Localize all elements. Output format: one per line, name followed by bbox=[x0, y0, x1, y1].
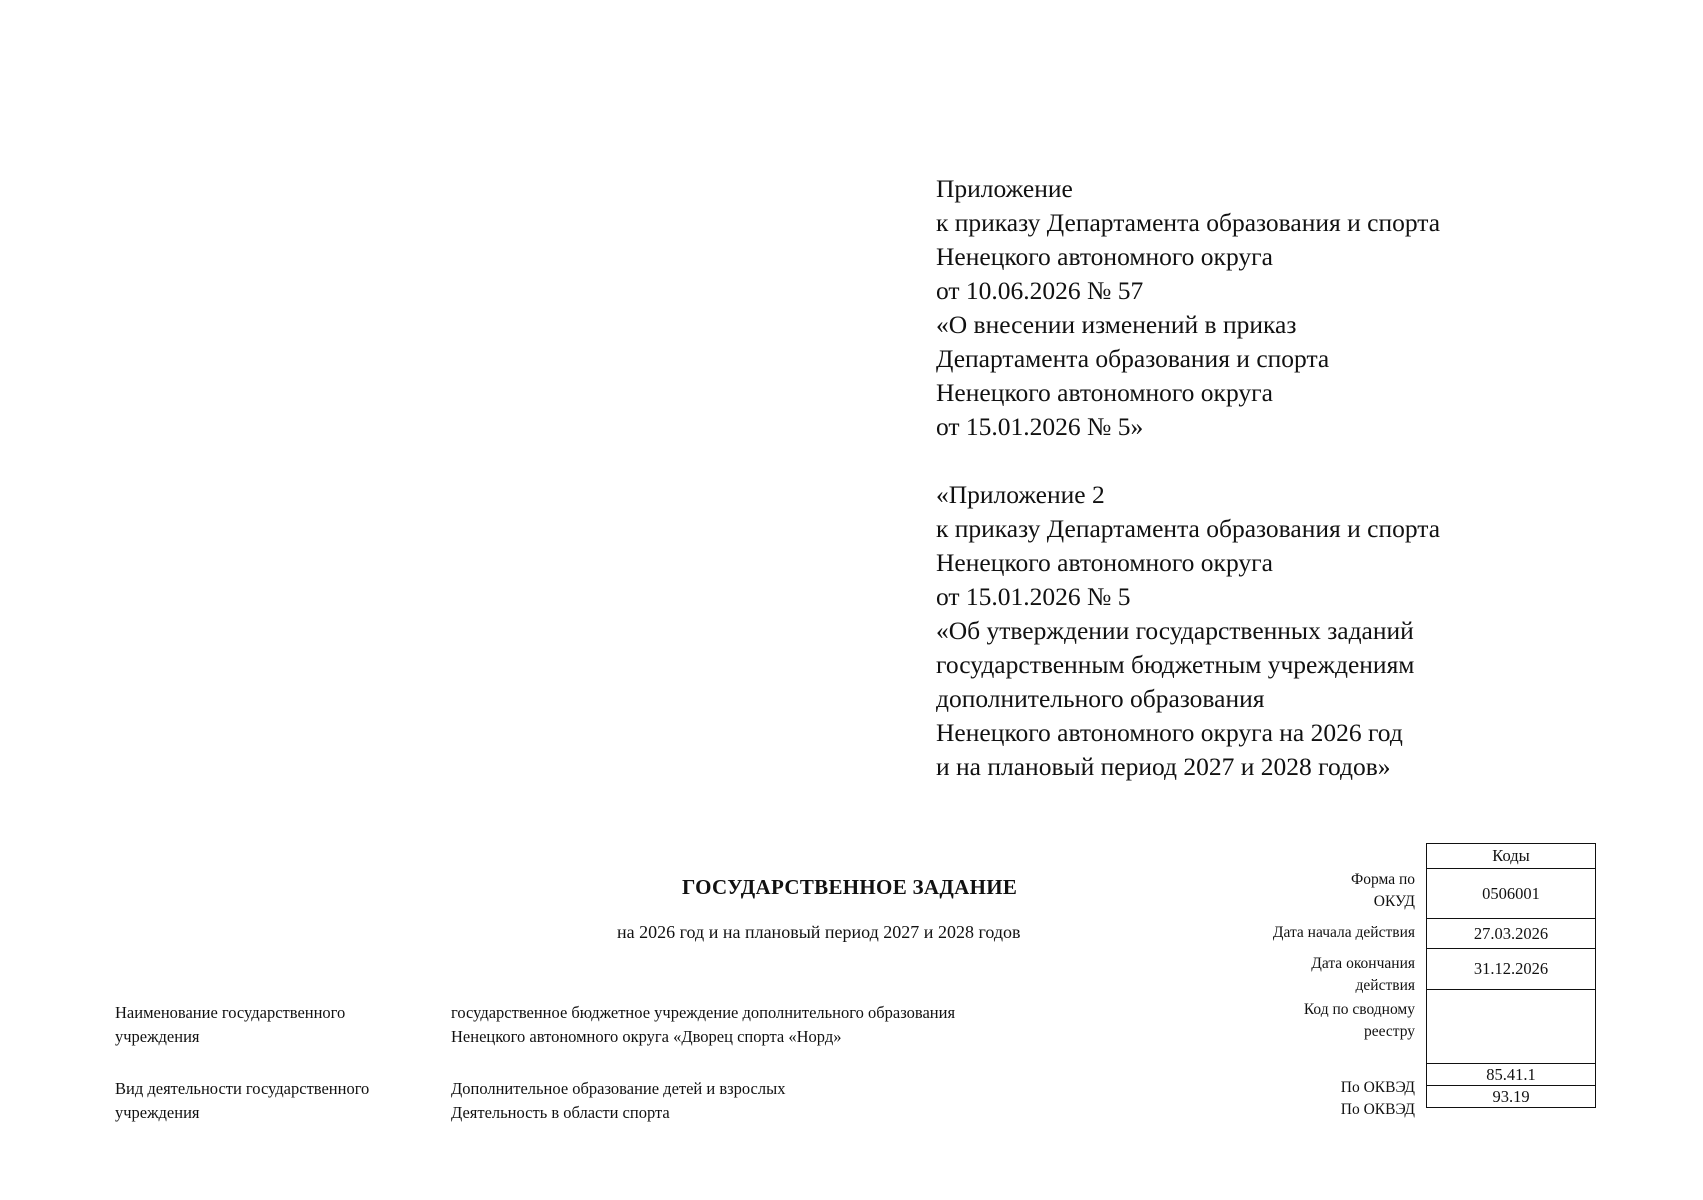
annex-spacer bbox=[936, 444, 1440, 478]
registry-code-label: Код по сводному реестру bbox=[1303, 1001, 1415, 1040]
annex-line: Ненецкого автономного округа на 2026 год bbox=[936, 718, 1403, 747]
annex-line: Ненецкого автономного округа bbox=[936, 378, 1273, 407]
annex-line: и на плановый период 2027 и 2028 годов» bbox=[936, 752, 1391, 781]
okved-label-2: По ОКВЭД bbox=[1340, 1101, 1415, 1118]
annex-line: «Об утверждении государственных заданий bbox=[936, 616, 1414, 645]
start-date-cell: 27.03.2026 bbox=[1427, 919, 1596, 949]
okud-label: Форма по ОКУД bbox=[1350, 871, 1415, 910]
annex-line: Ненецкого автономного округа bbox=[936, 242, 1273, 271]
annex-line: к приказу Департамента образования и спорта bbox=[936, 208, 1441, 237]
institution-name-value: государственное бюджетное учреждение дополнительного образования Ненецкого автономного округа «Дворец спорта «Норд» bbox=[451, 1003, 956, 1046]
annex-line: «Приложение 2 bbox=[936, 480, 1105, 509]
annex-line: от 15.01.2026 № 5 bbox=[936, 582, 1131, 611]
annex-line: Ненецкого автономного округа bbox=[936, 548, 1273, 577]
activity-type-label: Вид деятельности государственного учреждения bbox=[115, 1079, 370, 1122]
start-date-label: Дата начала действия bbox=[1272, 924, 1415, 941]
end-date-cell: 31.12.2026 bbox=[1427, 949, 1596, 990]
annex-line: от 15.01.2026 № 5» bbox=[936, 412, 1144, 441]
document-subtitle: на 2026 год и на плановый период 2027 и 2028 годов bbox=[617, 922, 1021, 942]
annex-line: от 10.06.2026 № 57 bbox=[936, 276, 1144, 305]
annex-line: государственным бюджетным учреждениям bbox=[936, 650, 1415, 679]
institution-name-label: Наименование государственного учреждения bbox=[115, 1003, 346, 1046]
okved-code-cell-2: 93.19 bbox=[1427, 1086, 1596, 1108]
annex-line: дополнительного образования bbox=[936, 684, 1265, 713]
registry-code-cell bbox=[1427, 990, 1596, 1064]
annex-line: «О внесении изменений в приказ bbox=[936, 310, 1297, 339]
codes-table bbox=[1426, 843, 1596, 1108]
end-date-label: Дата окончания действия bbox=[1311, 955, 1415, 994]
okved-code-cell-1: 85.41.1 bbox=[1427, 1064, 1596, 1086]
annex-line: к приказу Департамента образования и спорта bbox=[936, 514, 1441, 543]
document-title: ГОСУДАРСТВЕННОЕ ЗАДАНИЕ bbox=[682, 875, 1018, 899]
activity-type-value: Дополнительное образование детей и взрослых Деятельность в области спорта bbox=[451, 1079, 786, 1122]
annex-header-block bbox=[936, 172, 1440, 784]
annex-line: Приложение bbox=[936, 174, 1073, 203]
annex-line: Департамента образования и спорта bbox=[936, 344, 1330, 373]
codes-header: Коды bbox=[1427, 844, 1596, 869]
okved-label-1: По ОКВЭД bbox=[1340, 1079, 1415, 1096]
okud-code-cell: 0506001 bbox=[1427, 869, 1596, 919]
